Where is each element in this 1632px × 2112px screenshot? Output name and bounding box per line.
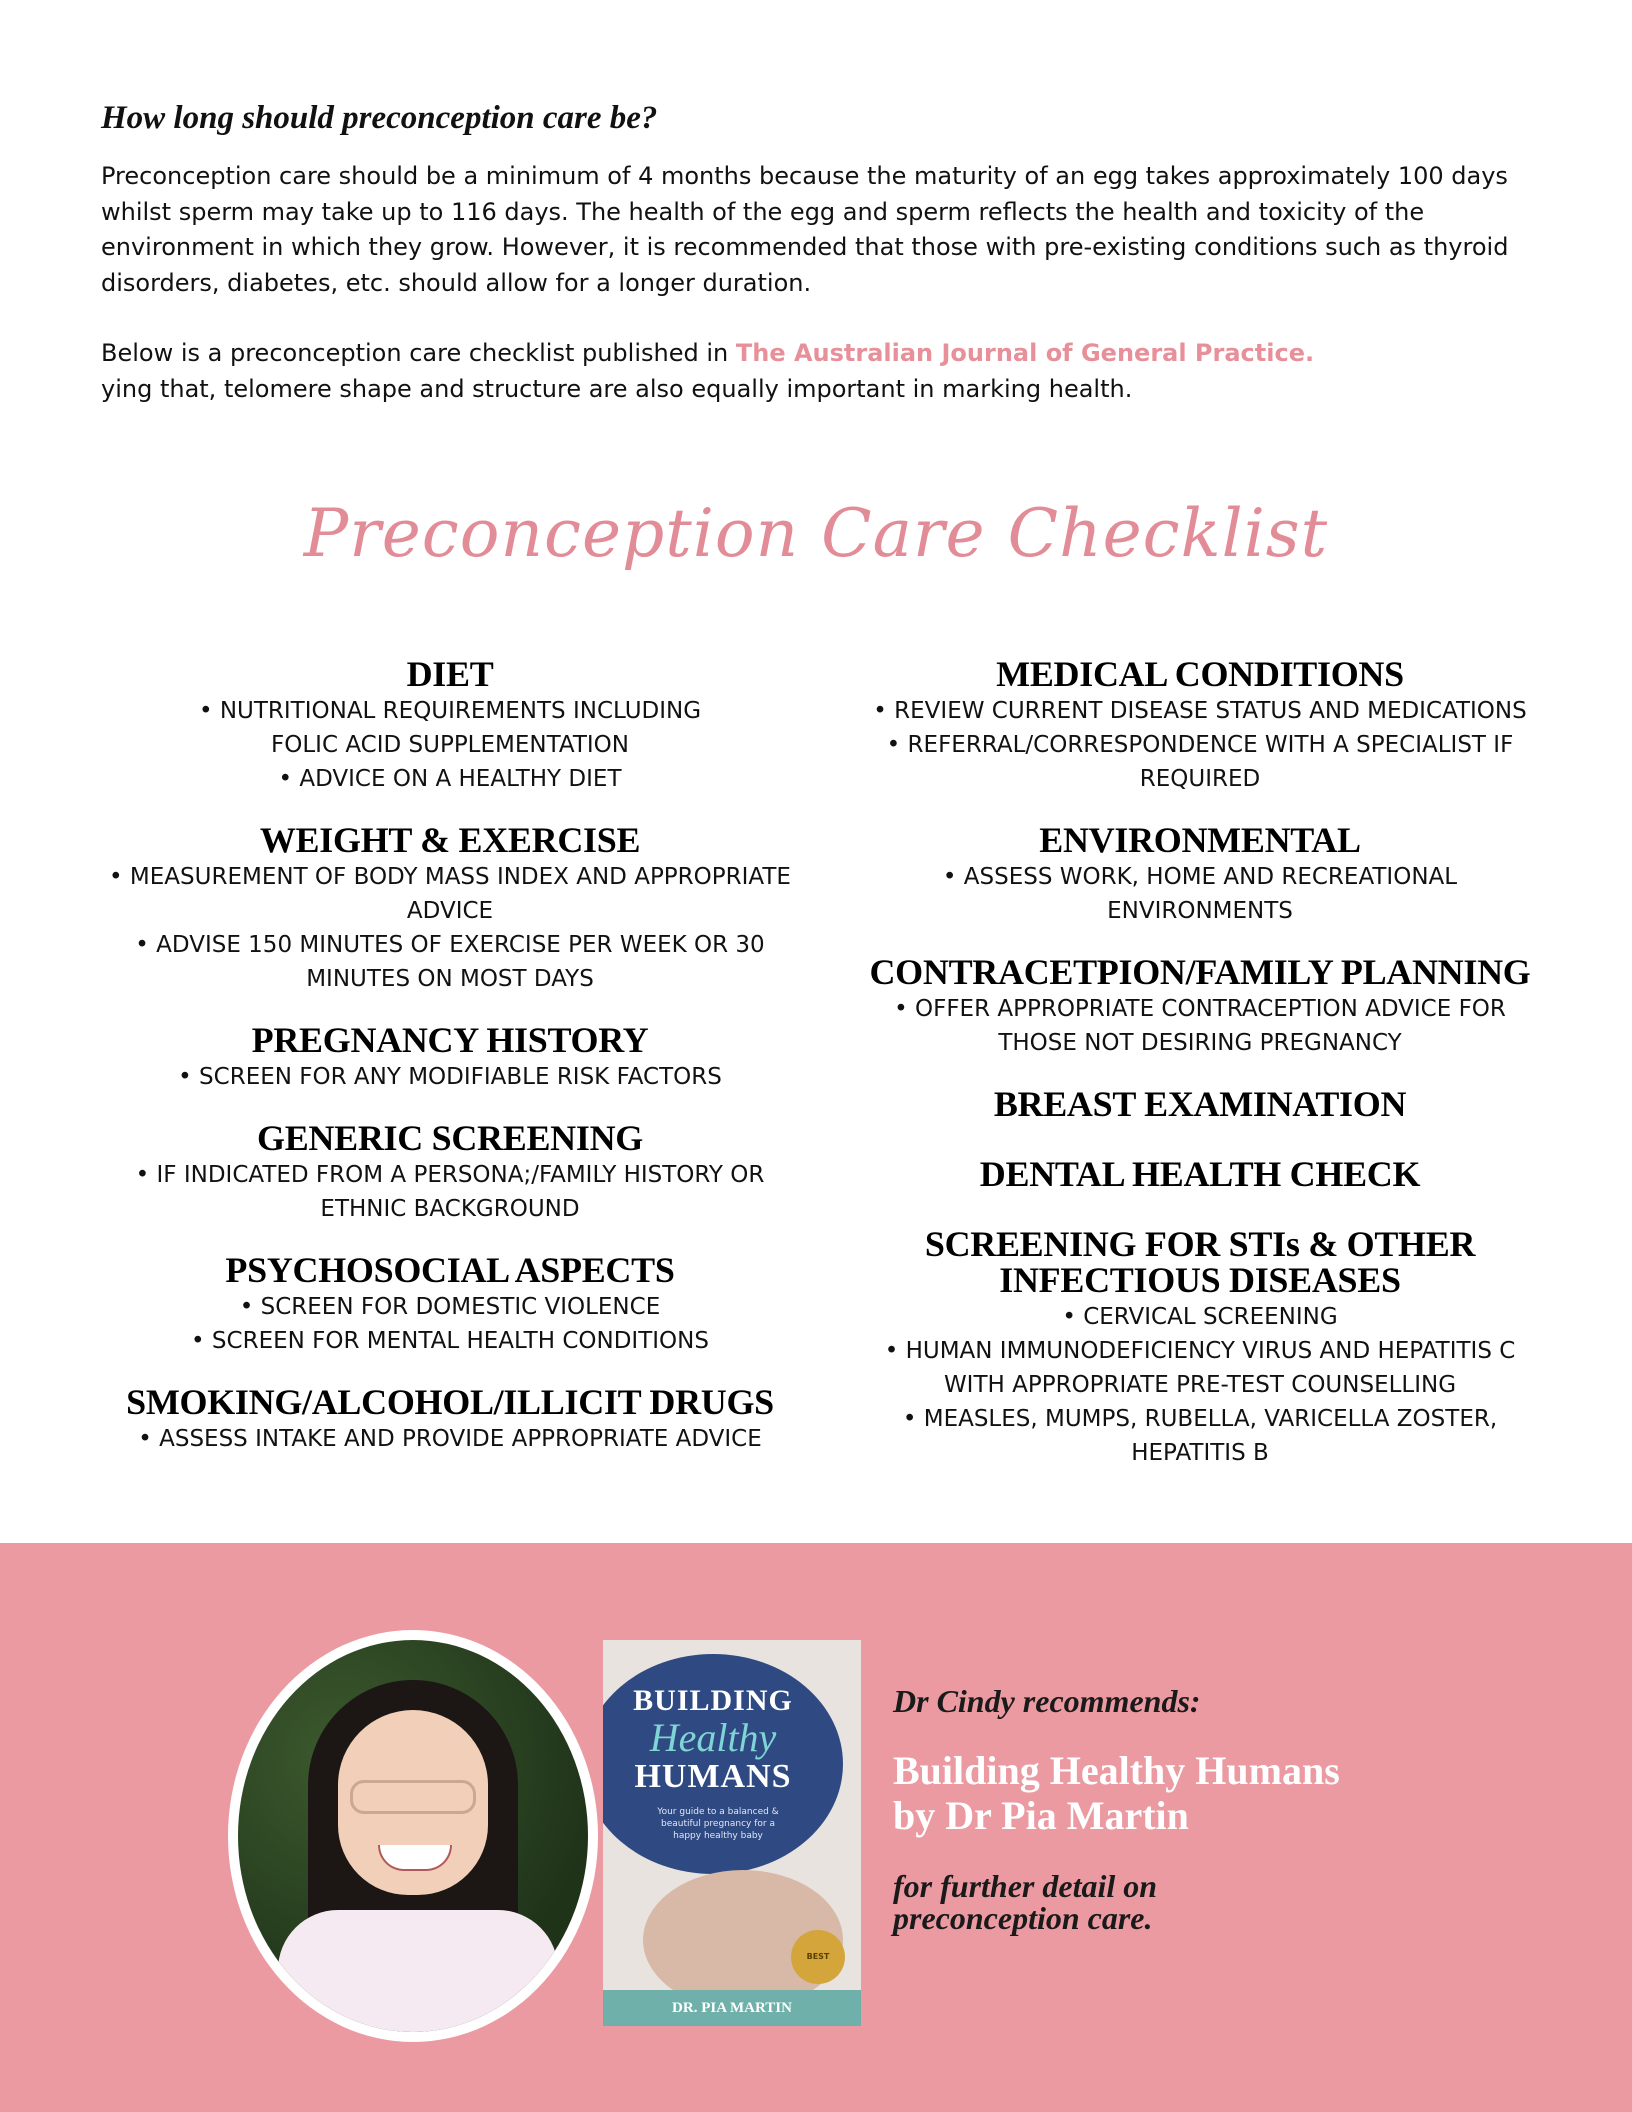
checklist-section-contraception: [820, 954, 1580, 1060]
book-cover-author: DR. PIA MARTIN: [603, 1990, 861, 2026]
checklist-section-dental: [820, 1156, 1580, 1192]
portrait-shirt: [278, 1910, 558, 2032]
checklist-title: Preconception Care Checklist: [303, 495, 1329, 572]
portrait-photo: [238, 1640, 588, 2032]
intro-paragraph: Preconception care should be a minimum of 4 months because the maturity of an egg takes approximately 100 days whilst sperm may take up to 116 days. The health of the egg and sperm reflects the health and toxicity of the environment in which they grow. However, it is recommended that those with pre-existing conditions such as thyroid disorders, diabetes, etc. should allow for a longer duration.: [101, 162, 1509, 297]
book-cover-title: BUILDING: [633, 1684, 793, 1717]
checklist-intro-line2: ying that, telomere shape and structure are also equally important in marking health.: [101, 374, 1133, 403]
checklist-item: • ASSESS INTAKE AND PROVIDE APPROPRIATE ADVICE: [138, 1426, 762, 1452]
section-title: DENTAL HEALTH CHECK: [979, 1154, 1421, 1194]
book-title: [893, 1748, 1513, 1838]
section-title: PREGNANCY HISTORY: [251, 1020, 649, 1060]
checklist-item: • IF INDICATED FROM A PERSONA;/FAMILY HISTORY OR: [135, 1162, 765, 1188]
checklist-section-generic-screening: [60, 1120, 840, 1226]
best-seller-badge: BEST: [791, 1930, 845, 1984]
section-title: ENVIRONMENTAL: [1039, 820, 1361, 860]
checklist-left-column: [60, 656, 840, 1482]
checklist-item: ADVICE: [406, 898, 494, 924]
checklist-item: THOSE NOT DESIRING PREGNANCY: [998, 1030, 1402, 1056]
checklist-intro-paragraph: [101, 336, 1541, 407]
checklist-item: • CERVICAL SCREENING: [1062, 1304, 1338, 1330]
book-cover-subtitle: Your guide to a balanced & beautiful pregnancy for a happy healthy baby: [657, 1807, 779, 1841]
book-cover-title: HUMANS: [634, 1758, 792, 1795]
section-title-line: SCREENING FOR STIs & OTHER: [924, 1224, 1476, 1264]
section-title: SMOKING/ALCOHOL/ILLICIT DRUGS: [126, 1382, 774, 1422]
checklist-item: HEPATITIS B: [1131, 1440, 1269, 1466]
checklist-section-breast-exam: [820, 1086, 1580, 1122]
checklist-item: ETHNIC BACKGROUND: [320, 1196, 580, 1222]
book-author-line: by Dr Pia Martin: [893, 1793, 1189, 1838]
section-title: WEIGHT & EXERCISE: [259, 820, 641, 860]
checklist-section-sti-screening: [820, 1226, 1580, 1470]
intro-section: [101, 100, 1541, 407]
section-heading: How long should preconception care be?: [101, 100, 658, 136]
checklist-item: • ADVISE 150 MINUTES OF EXERCISE PER WEEK OR 30: [135, 932, 765, 958]
recommendation-footer: [893, 1870, 1513, 1934]
checklist-right-column: [820, 656, 1580, 1496]
checklist-item: MINUTES ON MOST DAYS: [306, 966, 594, 992]
checklist-item: REQUIRED: [1139, 766, 1261, 792]
checklist-item: • ADVICE ON A HEALTHY DIET: [278, 766, 622, 792]
recommendation-text: [893, 1683, 1513, 1934]
checklist-item: WITH APPROPRIATE PRE-TEST COUNSELLING: [943, 1372, 1457, 1398]
checklist-item: • REFERRAL/CORRESPONDENCE WITH A SPECIALIST IF: [886, 732, 1514, 758]
checklist-item: • ASSESS WORK, HOME AND RECREATIONAL: [942, 864, 1458, 890]
checklist-item: • MEASUREMENT OF BODY MASS INDEX AND APPROPRIATE: [109, 864, 791, 890]
checklist-section-environmental: [820, 822, 1580, 928]
checklist-item: FOLIC ACID SUPPLEMENTATION: [271, 732, 629, 758]
section-title: CONTRACETPION/FAMILY PLANNING: [869, 952, 1531, 992]
recommendation-label: Dr Cindy recommends:: [893, 1683, 1201, 1719]
section-title: PSYCHOSOCIAL ASPECTS: [225, 1250, 675, 1290]
checklist-section-pregnancy-history: [60, 1022, 840, 1094]
section-title: GENERIC SCREENING: [257, 1118, 643, 1158]
recommendation-footer-line: preconception care.: [893, 1900, 1153, 1936]
checklist-intro-text: Below is a preconception care checklist published in: [101, 339, 736, 367]
portrait-glasses: [350, 1780, 476, 1814]
checklist-section-diet: [60, 656, 840, 796]
checklist-section-smoking: [60, 1384, 840, 1456]
checklist-section-psychosocial: [60, 1252, 840, 1358]
checklist-item: • HUMAN IMMUNODEFICIENCY VIRUS AND HEPATITIS C: [884, 1338, 1516, 1364]
book-title-line: Building Healthy Humans: [893, 1748, 1340, 1793]
checklist-item: ENVIRONMENTS: [1107, 898, 1293, 924]
checklist-item: • SCREEN FOR DOMESTIC VIOLENCE: [239, 1294, 661, 1320]
checklist-item: • REVIEW CURRENT DISEASE STATUS AND MEDICATIONS: [873, 698, 1527, 724]
checklist-item: • MEASLES, MUMPS, RUBELLA, VARICELLA ZOSTER,: [902, 1406, 1498, 1432]
author-portrait: [228, 1630, 598, 2042]
book-cover-title: Healthy: [649, 1715, 777, 1760]
section-title: MEDICAL CONDITIONS: [996, 654, 1404, 694]
book-cover: [603, 1640, 861, 2026]
checklist-item: • OFFER APPROPRIATE CONTRACEPTION ADVICE FOR: [894, 996, 1506, 1022]
checklist-item: • SCREEN FOR ANY MODIFIABLE RISK FACTORS: [178, 1064, 722, 1090]
checklist-section-weight-exercise: [60, 822, 840, 996]
checklist-item: • NUTRITIONAL REQUIREMENTS INCLUDING: [198, 698, 702, 724]
checklist-section-medical-conditions: [820, 656, 1580, 796]
recommendation-footer-line: for further detail on: [893, 1868, 1158, 1904]
journal-link[interactable]: The Australian Journal of General Practice.: [735, 339, 1315, 367]
section-title: BREAST EXAMINATION: [993, 1084, 1407, 1124]
section-title-line: INFECTIOUS DISEASES: [999, 1260, 1401, 1300]
section-title: DIET: [406, 654, 494, 694]
checklist-item: • SCREEN FOR MENTAL HEALTH CONDITIONS: [191, 1328, 709, 1354]
